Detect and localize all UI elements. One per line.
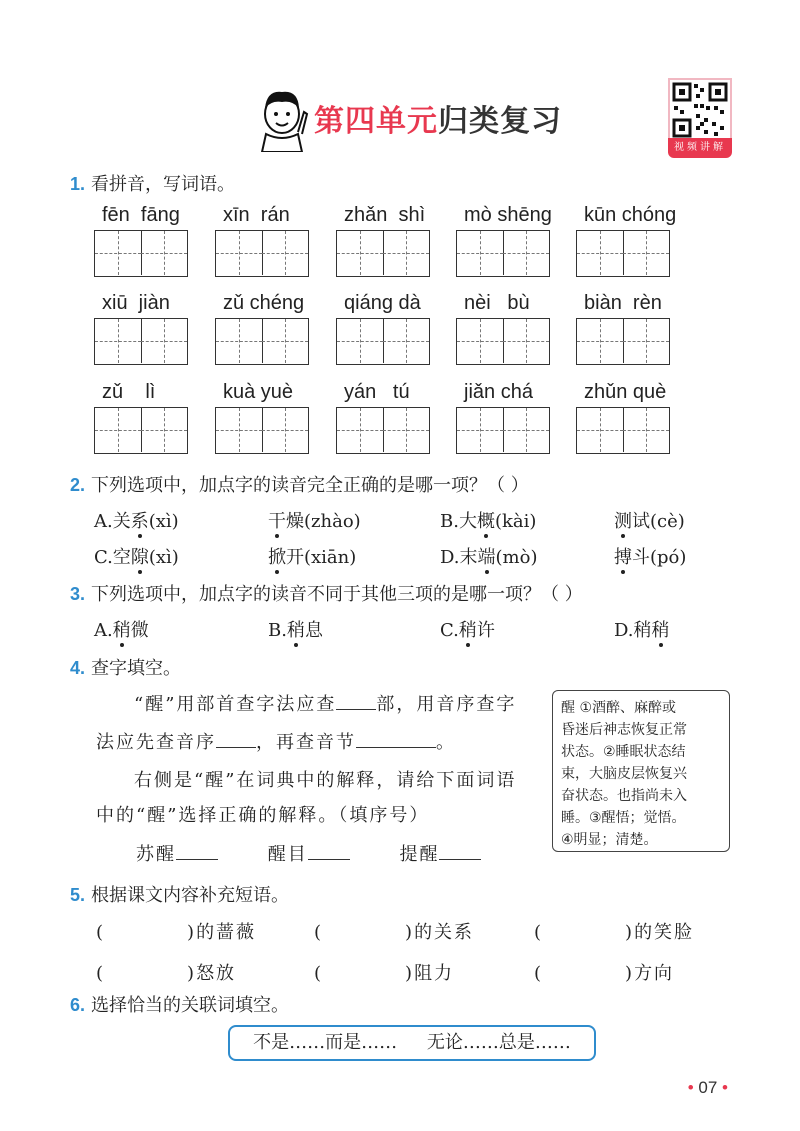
answer-option[interactable]: A.关系(xì): [94, 511, 179, 532]
pinyin-label: qiáng dà: [344, 292, 421, 314]
q5-heading: 5. 根据课文内容补充短语。: [70, 885, 290, 906]
writing-grid[interactable]: [456, 407, 550, 454]
grid-cell[interactable]: [141, 231, 187, 275]
writing-grid[interactable]: [576, 407, 670, 454]
grid-cell[interactable]: [577, 319, 624, 363]
q4-blank-syllable[interactable]: [356, 729, 436, 748]
q5-phrase-item[interactable]: ( )阻力: [314, 963, 455, 984]
pinyin-label: xiū jiàn: [102, 292, 170, 314]
writing-grid[interactable]: [215, 230, 309, 277]
grid-cell[interactable]: [216, 319, 263, 363]
dictionary-definition-box: [552, 690, 730, 852]
qr-video-label[interactable]: 视频讲解: [668, 138, 732, 158]
grid-cell[interactable]: [383, 231, 429, 275]
q4-heading: 4. 查字填空。: [70, 658, 182, 679]
grid-cell[interactable]: [503, 231, 549, 275]
q5-phrase-item[interactable]: ( )的关系: [314, 922, 475, 943]
dict-line: 束，大脑皮层恢复兴: [561, 766, 687, 782]
pinyin-label: kūn chóng: [584, 204, 677, 226]
qr-code-icon[interactable]: [668, 78, 732, 140]
writing-grid[interactable]: [456, 230, 550, 277]
grid-cell[interactable]: [383, 319, 429, 363]
answer-option[interactable]: D.稍稍: [614, 620, 670, 641]
grid-cell[interactable]: [95, 408, 142, 452]
dict-line: ④明显；清楚。: [561, 832, 658, 848]
pinyin-label: zhǔn què: [584, 381, 667, 403]
grid-cell[interactable]: [262, 319, 308, 363]
writing-grid[interactable]: [576, 230, 670, 277]
dict-line: 状态。②睡眠状态结: [561, 744, 686, 760]
mascot-boy-illustration: [252, 82, 312, 152]
q4-blank-word-1[interactable]: [176, 841, 218, 860]
grid-cell[interactable]: [457, 408, 504, 452]
grid-cell[interactable]: [623, 408, 669, 452]
q5-phrase-item[interactable]: ( )方向: [534, 963, 675, 984]
grid-cell[interactable]: [457, 319, 504, 363]
grid-cell[interactable]: [216, 231, 263, 275]
q4-line2: 法应先查音序 ，再查音节 。: [96, 728, 456, 754]
q2-heading: 2. 下列选项中，加点字的读音完全正确的是哪一项？（ ）: [70, 475, 529, 496]
grid-cell[interactable]: [262, 408, 308, 452]
pinyin-label: xīn rán: [223, 204, 290, 226]
page-title: 第四单元归类复习: [314, 104, 562, 139]
answer-option[interactable]: A.稍微: [94, 620, 149, 641]
grid-cell[interactable]: [623, 231, 669, 275]
writing-grid[interactable]: [215, 318, 309, 365]
writing-grid[interactable]: [336, 407, 430, 454]
answer-option[interactable]: D.末端(mò): [440, 547, 538, 568]
writing-grid[interactable]: [94, 230, 188, 277]
pinyin-label: zǔ lì: [102, 381, 156, 403]
answer-option[interactable]: C.空隙(xì): [94, 547, 179, 568]
q5-phrase-item[interactable]: ( )的笑脸: [534, 922, 695, 943]
writing-grid[interactable]: [576, 318, 670, 365]
pinyin-label: biàn rèn: [584, 292, 662, 314]
grid-cell[interactable]: [337, 319, 384, 363]
grid-cell[interactable]: [503, 408, 549, 452]
grid-cell[interactable]: [95, 319, 142, 363]
q5-phrase-item[interactable]: ( )怒放: [96, 963, 237, 984]
q3-heading: 3. 下列选项中，加点字的读音不同于其他三项的是哪一项？（ ）: [70, 584, 583, 605]
writing-grid[interactable]: [336, 230, 430, 277]
q4-blank-initial[interactable]: [216, 729, 256, 748]
grid-cell[interactable]: [95, 231, 142, 275]
answer-option[interactable]: 干燥(zhào): [268, 511, 361, 532]
grid-cell[interactable]: [503, 319, 549, 363]
q4-line4: 中的“醒”选择正确的解释。（填序号）: [96, 805, 430, 826]
grid-cell[interactable]: [262, 231, 308, 275]
q1-heading: 1. 看拼音，写词语。: [70, 174, 236, 195]
pinyin-label: zǔ chéng: [223, 292, 305, 314]
answer-option[interactable]: B.稍息: [268, 620, 323, 641]
grid-cell[interactable]: [383, 408, 429, 452]
q6-word-option: 不是……而是……: [253, 1032, 398, 1053]
q4-blank-word-3[interactable]: [439, 841, 481, 860]
q4-blank-word-2[interactable]: [308, 841, 350, 860]
page-number: • 07 •: [687, 1078, 728, 1097]
answer-option[interactable]: C.稍许: [440, 620, 495, 641]
q5-phrase-item[interactable]: ( )的蔷薇: [96, 922, 257, 943]
pinyin-label: zhǎn shì: [344, 204, 426, 226]
grid-cell[interactable]: [577, 231, 624, 275]
q4-line1: “醒”用部首查字法应查 部，用音序查字: [134, 690, 516, 716]
q4-word-blanks: 苏醒 醒目 提醒: [136, 840, 481, 866]
grid-cell[interactable]: [141, 408, 187, 452]
q6-word-option: 无论……总是……: [426, 1032, 571, 1053]
answer-option[interactable]: B.大概(kài): [440, 511, 537, 532]
dict-line: 昏迷后神志恢复正常: [561, 722, 687, 738]
pinyin-label: jiǎn chá: [464, 381, 533, 403]
q6-word-bank: [228, 1025, 596, 1061]
grid-cell[interactable]: [577, 408, 624, 452]
answer-option[interactable]: 测试(cè): [614, 511, 685, 532]
pinyin-label: mò shēng: [464, 204, 552, 226]
pinyin-label: fēn fāng: [102, 204, 180, 226]
answer-option[interactable]: 搏斗(pó): [614, 547, 687, 568]
writing-grid[interactable]: [336, 318, 430, 365]
writing-grid[interactable]: [456, 318, 550, 365]
grid-cell[interactable]: [337, 408, 384, 452]
grid-cell[interactable]: [457, 231, 504, 275]
grid-cell[interactable]: [337, 231, 384, 275]
grid-cell[interactable]: [623, 319, 669, 363]
answer-option[interactable]: 掀开(xiān): [268, 547, 357, 568]
grid-cell[interactable]: [141, 319, 187, 363]
pinyin-label: kuà yuè: [223, 381, 294, 403]
dict-line: 醒 ①酒醉、麻醉或: [561, 700, 677, 716]
writing-grid[interactable]: [94, 318, 188, 365]
q6-heading: 6. 选择恰当的关联词填空。: [70, 995, 290, 1016]
dict-line: 睡。③醒悟；觉悟。: [561, 810, 686, 826]
grid-cell[interactable]: [216, 408, 263, 452]
dict-line: 奋状态。也指尚未入: [561, 788, 687, 804]
writing-grid[interactable]: [215, 407, 309, 454]
pinyin-label: yán tú: [344, 381, 410, 403]
q4-blank-radical[interactable]: [336, 691, 376, 710]
q4-line3: 右侧是“醒”在词典中的解释，请给下面词语: [134, 770, 517, 791]
pinyin-label: nèi bù: [464, 292, 530, 314]
writing-grid[interactable]: [94, 407, 188, 454]
